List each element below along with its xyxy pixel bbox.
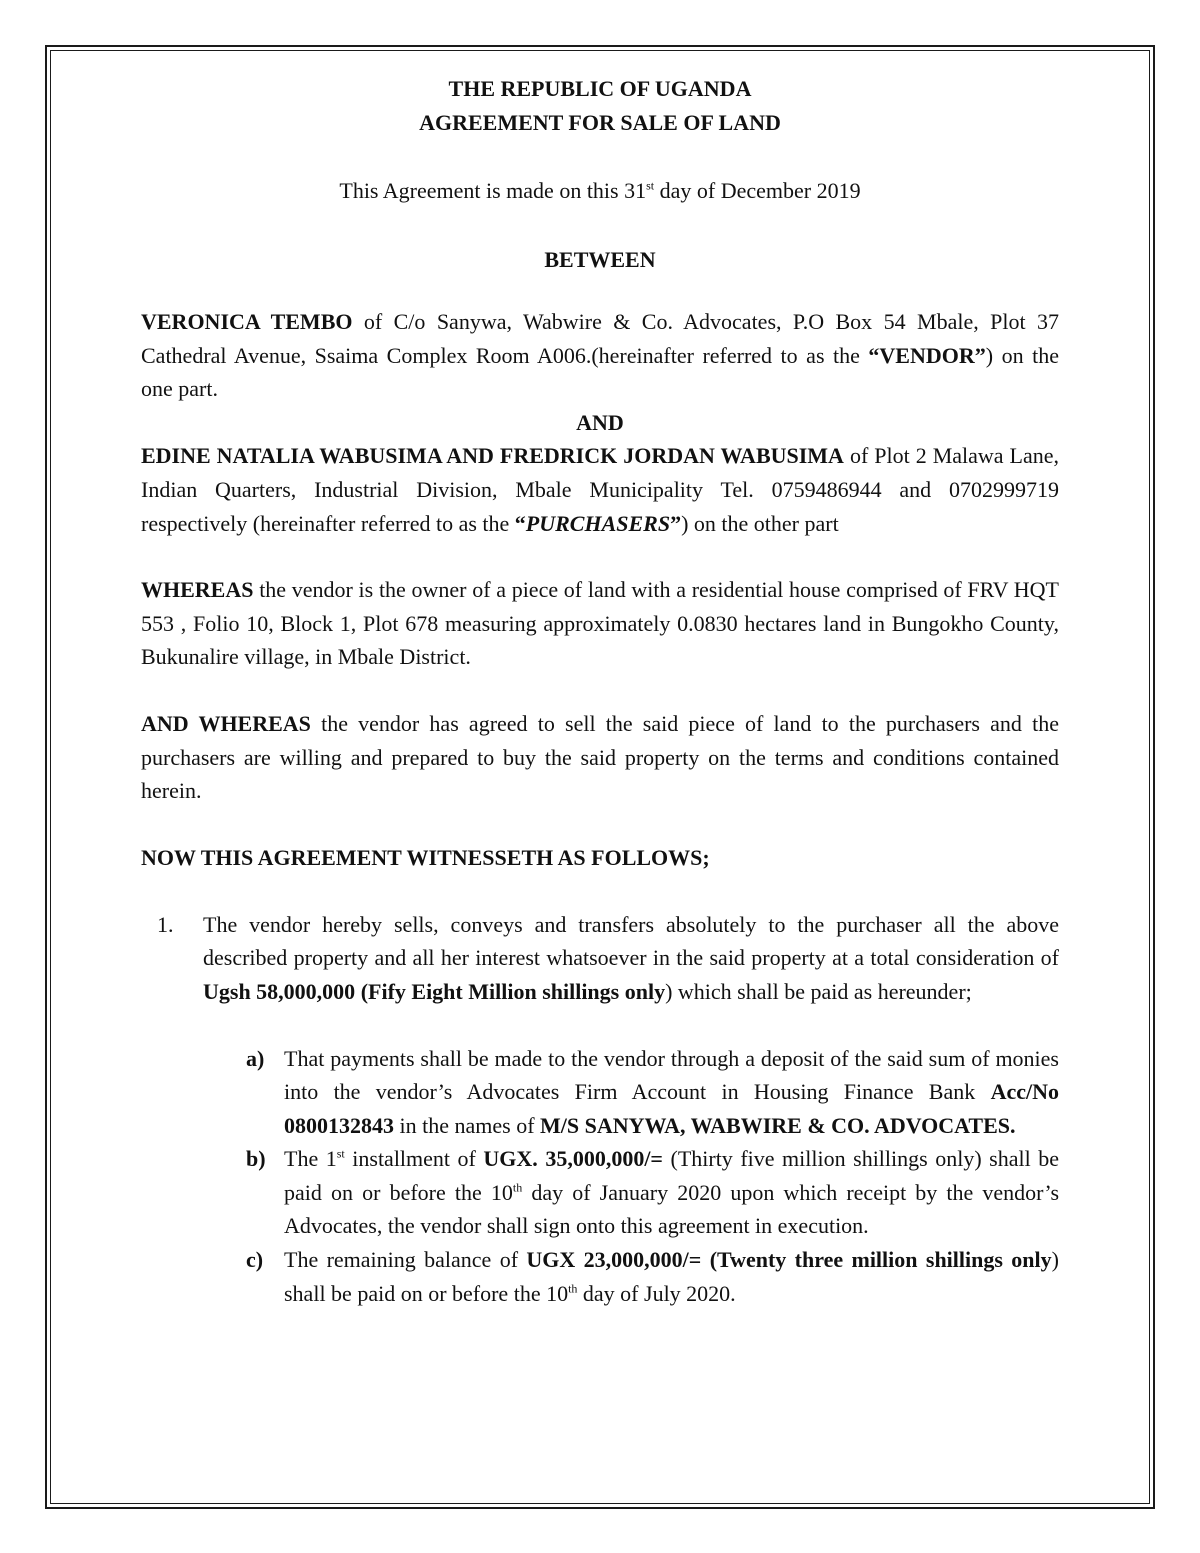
payment-terms-list [141,1042,1059,1311]
total-amount: Ugsh 58,000,000 [203,978,356,1004]
date-line: This Agreement is made on this 31st day of December 2019 [339,178,861,203]
whereas-clause: WHEREAS the vendor is the owner of a piece of land with a residential house comprised of FRV HQT 553 , Folio 10, Block 1, Plot 678 measuring approximately 0.0830 hectares land in Bungokho County, Bukunalire village, in Mbale District. [141,577,1059,670]
list-marker: c) [246,1247,264,1273]
payment-term-a: a) That payments shall be made to the vendor through a deposit of the said sum of monies into the vendor’s Advocates Firm Account in Housing Finance Bank Acc/No 0800132843 in the names of M/S SANYWA, WABWIRE & CO. ADVOCATES. [284,1042,1059,1143]
and-whereas-clause: AND WHEREAS the vendor has agreed to sell the said piece of land to the purchasers and the purchasers are willing and prepared to buy the said property on the terms and conditions contained herein. [141,710,1059,804]
clause-1 [141,908,1059,1009]
agreement-body [141,72,1059,1310]
list-marker: a) [246,1045,265,1071]
between-heading: BETWEEN [544,247,656,272]
account-number: Acc/No 0800132843 [284,1079,1059,1138]
purchasers-label: PURCHASERS [525,510,671,536]
clause-1-text: The vendor hereby sells, conveys and transfers absolutely to the purchaser all the above described property and all her interest whatsoever in the said property at a total consideration of Ugsh 58,000,000 (Fify Eight Million shillings only) which shall be paid as hereunder; [203,911,1059,1004]
document-title: AGREEMENT FOR SALE OF LAND [419,110,781,135]
purchaser-names: EDINE NATALIA WABUSIMA AND FREDRICK JORDAN WABUSIMA [141,443,844,469]
first-installment-amount: UGX. 35,000,000/= [483,1146,663,1172]
vendor-party: VERONICA TEMBO of C/o Sanywa, Wabwire & Co. Advocates, P.O Box 54 Mbale, Plot 37 Cathedral Avenue, Ssaima Complex Room A006.(hereinafter referred to as the “VENDOR”) on the one part. [141,309,1059,402]
vendor-name: VERONICA TEMBO [141,309,353,334]
and-separator: AND [576,409,624,435]
total-amount-words: Fify Eight Million shillings only [368,978,666,1004]
list-marker: b) [246,1146,266,1172]
witnesseth-heading: NOW THIS AGREEMENT WITNESSETH AS FOLLOWS; [141,844,710,870]
balance-amount-words: Twenty three million shillings only [717,1247,1052,1273]
vendor-label: “VENDOR” [868,342,986,368]
country-heading: THE REPUBLIC OF UGANDA [448,76,752,101]
firm-name: M/S SANYWA, WABWIRE & CO. ADVOCATES. [540,1112,1016,1138]
payment-term-c: c) The remaining balance of UGX 23,000,000/= (Twenty three million shillings only) shall be paid on or before the 10th day of July 2020. [284,1243,1059,1310]
clause-number: 1. [157,911,174,937]
balance-amount: UGX 23,000,000/= [526,1247,702,1273]
purchasers-party: EDINE NATALIA WABUSIMA AND FREDRICK JORDAN WABUSIMA of Plot 2 Malawa Lane, Indian Quarters, Industrial Division, Mbale Municipality Tel. 0759486944 and 0702999719 respectively (hereinafter referred to as the “PURCHASERS”) on the other part [141,443,1059,536]
payment-term-b: b) The 1st installment of UGX. 35,000,000/= (Thirty five million shillings only) shall be paid on or before the 10th day of January 2020 upon which receipt by the vendor’s Advocates, the vendor shall sign onto this agreement in execution. [284,1142,1059,1243]
